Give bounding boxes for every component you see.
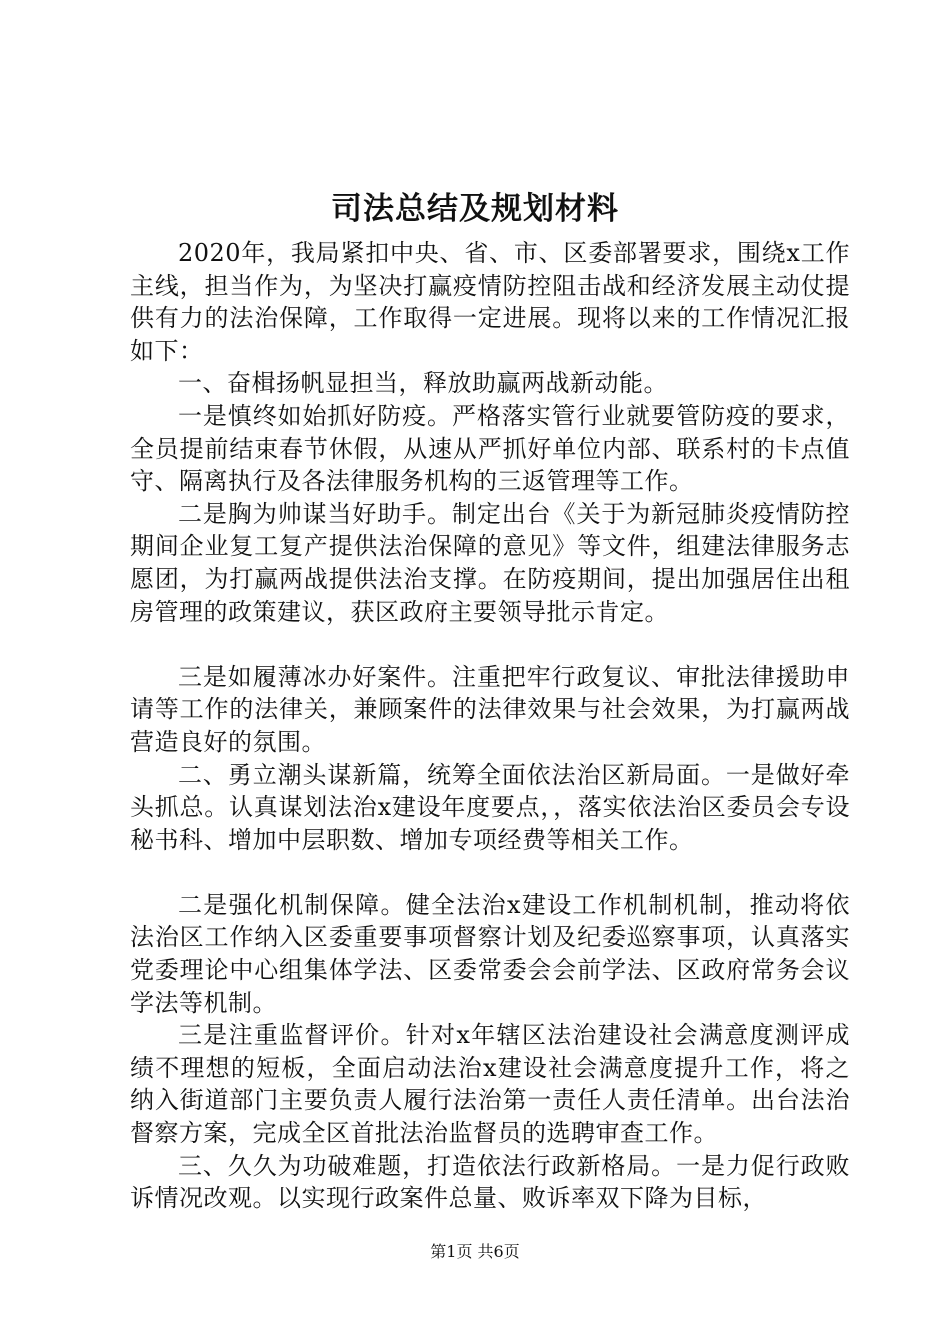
paragraph-section-1-item-2: 二是胸为帅谋当好助手。制定出台《关于为新冠肺炎疫情防控期间企业复工复产提供法治保障的意见》等文件，组建法律服务志愿团，为打赢两战提供法治支撑。在防疫期间，提出加强居住出租房管理的政策建议，获区政府主要领导批示肯定。 bbox=[130, 499, 850, 626]
paragraph-section-2-item-3: 三是注重监督评价。针对x年辖区法治建设社会满意度测评成绩不理想的短板，全面启动法治x建设社会满意度提升工作，将之纳入街道部门主要负责人履行法治第一责任人责任清单。出台法治督察方案，完成全区首批法治监督员的选聘审查工作。 bbox=[130, 1021, 850, 1148]
paragraph-section-3-heading: 三、久久为功破难题，打造依法行政新格局。一是力促行政败诉情况改观。以实现行政案件总量、败诉率双下降为目标， bbox=[130, 1151, 850, 1213]
paragraph-section-1-item-3: 三是如履薄冰办好案件。注重把牢行政复议、审批法律援助申请等工作的法律关，兼顾案件的法律效果与社会效果，为打赢两战营造良好的氛围。 bbox=[130, 662, 850, 756]
paragraph-section-2-item-2: 二是强化机制保障。健全法治x建设工作机制机制，推动将依法治区工作纳入区委重要事项督察计划及纪委巡察事项，认真落实党委理论中心组集体学法、区委常委会会前学法、区政府常务会议学法等机制。 bbox=[130, 890, 850, 1017]
paragraph-section-2-heading: 二、勇立潮头谋新篇，统筹全面依法治区新局面。一是做好牵头抓总。认真谋划法治x建设年度要点，，落实依法治区委员会专设秘书科、增加中层职数、增加专项经费等相关工作。 bbox=[130, 760, 850, 854]
paragraph-section-1-heading: 一、奋楫扬帆显担当，释放助赢两战新动能。 bbox=[178, 369, 668, 398]
paragraph-section-1-item-1: 一是慎终如始抓好防疫。严格落实管行业就要管防疫的要求，全员提前结束春节休假，从速从严抓好单位内部、联系村的卡点值守、隔离执行及各法律服务机构的三返管理等工作。 bbox=[130, 401, 850, 496]
paragraph-intro: 2020年，我局紧扣中央、省、市、区委部署要求，围绕x工作主线，担当作为，为坚决打赢疫情防控阻击战和经济发展主动仗提供有力的法治保障，工作取得一定进展。现将以来的工作情况汇报如下： bbox=[130, 239, 850, 365]
page-number-footer: 第1页 共6页 bbox=[430, 1242, 520, 1261]
document-title: 司法总结及规划材料 bbox=[331, 191, 619, 227]
document-body bbox=[130, 237, 850, 1215]
